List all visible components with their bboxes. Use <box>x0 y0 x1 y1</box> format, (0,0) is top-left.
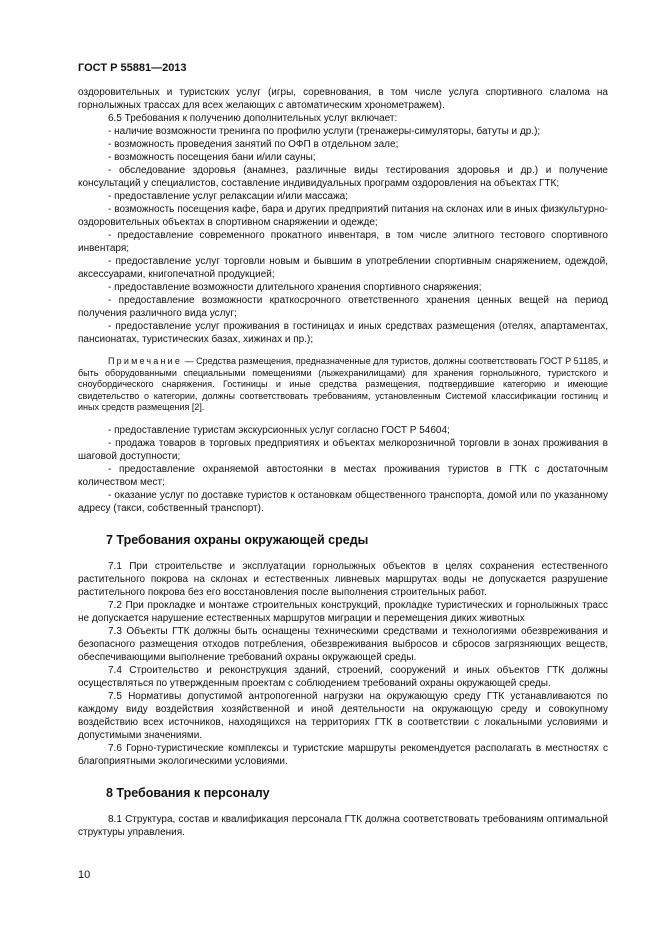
list-item: - предоставление туристам экскурсионных услуг согласно ГОСТ Р 54604; <box>108 424 450 436</box>
list-item: - предоставление услуг торговли новым и бывшим в употреблении спортивным снаряжением, одеждой, аксессуарами, книгопечатной продукцией; <box>78 256 608 280</box>
list-item: - возможность посещения бани и/или сауны; <box>108 152 316 163</box>
list-item: - предоставление услуг проживания в гостиницах и иных средствах размещения (отелях, апартаментах, пансионатах, туристических базах, хижинах и пр.); <box>78 321 608 345</box>
section-8-heading: 8 Требования к персоналу <box>106 785 270 800</box>
clause-7-5: 7.5 Нормативы допустимой антропогенной нагрузки на окружающую среду ГТК устанавливаются по каждому виду воздействия хозяйственной и иной деятельности на окружающую среду и совокупному воздействию всех источников, находящихся на территориях ГТК в соответствии с локальными условиями и допустимыми значениями. <box>78 690 608 741</box>
section-7-heading: 7 Требования охраны окружающей среды <box>106 532 369 547</box>
list-item: - предоставление услуг релаксации и/или массажа; <box>108 191 349 202</box>
paragraph-continued: оздоровительных и туристских услуг (игры, соревнования, в том числе услуга спортивного слалома на горнолыжных трассах для всех желающих с автоматическим хронометражем). <box>78 87 608 111</box>
clause-7-4: 7.4 Строительство и реконструкция зданий, строений, сооружений и иных объектов ГТК должны осуществляться по утвержденным проектам с соблюдением требований охраны окружающей среды. <box>78 664 608 689</box>
list-item: - возможность проведения занятий по ОФП в отдельном зале; <box>108 139 399 150</box>
note-text: — Средства размещения, предназначенные для туристов, должны соответствовать ГОСТ Р 51185, и быть оборудованными специальными помещениями (лыжехранилищами) для хранения горнолыжного, туристского и сноубордического снаряжения. Гостиницы и иные средства размещения, подтвердившие категорию и имеющие свидетельство о категории, должны соответствовать требованиям, установленным Системой классификации гостиниц и иных средств размещения [2]. <box>78 356 608 412</box>
page-number: 10 <box>78 869 91 881</box>
clause-6-5: 6.5 Требования к получению дополнительных услуг включает: <box>108 113 398 124</box>
list-item: - возможность посещения кафе, бара и других предприятий питания на склонах или в иных физкультурно-оздоровительных объектах в спортивном снаряжении и одежде; <box>78 204 608 228</box>
document-body <box>78 86 608 839</box>
list-item: - наличие возможности тренинга по профилю услуги (тренажеры-симуляторы, батуты и др.); <box>108 126 541 137</box>
list-item: - обследование здоровья (анамнез, различные виды тестирования здоровья и др.) и получение консультаций у специалистов, составление индивидуальных программ оздоровления на объектах ГТК; <box>78 165 608 189</box>
clause-7-2: 7.2 При прокладке и монтаже строительных конструкций, прокладке туристических и горнолыжных трасс не допускается нарушение естественных маршрутов миграции и перемещения диких животных <box>78 599 608 624</box>
standard-header: ГОСТ Р 55881—2013 <box>78 62 187 74</box>
clause-7-6: 7.6 Горно-туристические комплексы и туристские маршруты рекомендуется располагать в местностях с благоприятными экологическими условиями. <box>78 742 608 767</box>
list-item: - продажа товаров в торговых предприятиях и объектах мелкорозничной торговли в зонах проживания в шаговой доступности; <box>78 437 608 462</box>
clause-7-1: 7.1 При строительстве и эксплуатации горнолыжных объектов в целях сохранения естественного растительного покрова на склонах и естественных ливневых маршрутах воды не допускается разрушение растительного покрова без его восстановления после выполнения строительных работ. <box>78 560 608 598</box>
note <box>78 356 608 414</box>
list-item: - предоставление возможности длительного хранения спортивного снаряжения; <box>108 282 482 293</box>
list-item: - предоставление охраняемой автостоянки в местах проживания туристов в ГТК с достаточным количеством мест; <box>78 463 608 488</box>
clause-8-1: 8.1 Структура, состав и квалификация персонала ГТК должна соответствовать требованиям оптимальной структуры управления. <box>78 813 608 838</box>
list-item: - предоставление современного прокатного инвентаря, в том числе элитного тестового спортивного инвентаря; <box>78 230 608 254</box>
note-label: Примечание <box>108 356 183 366</box>
list-item: - предоставление возможности краткосрочного ответственного хранения ценных вещей на период получения различного вида услуг; <box>78 295 608 319</box>
clause-7-3: 7.3 Объекты ГТК должны быть оснащены техническими средствами и технологиями обезвреживания и безопасного размещения отходов потребления, обезвреживания выбросов и сбросов загрязняющих веществ, обеспечивающими выполнение требований охраны окружающей среды. <box>78 625 608 663</box>
list-item: - оказание услуг по доставке туристов к остановкам общественного транспорта, домой или по указанному адресу (такси, собственный транспорт). <box>78 489 608 514</box>
